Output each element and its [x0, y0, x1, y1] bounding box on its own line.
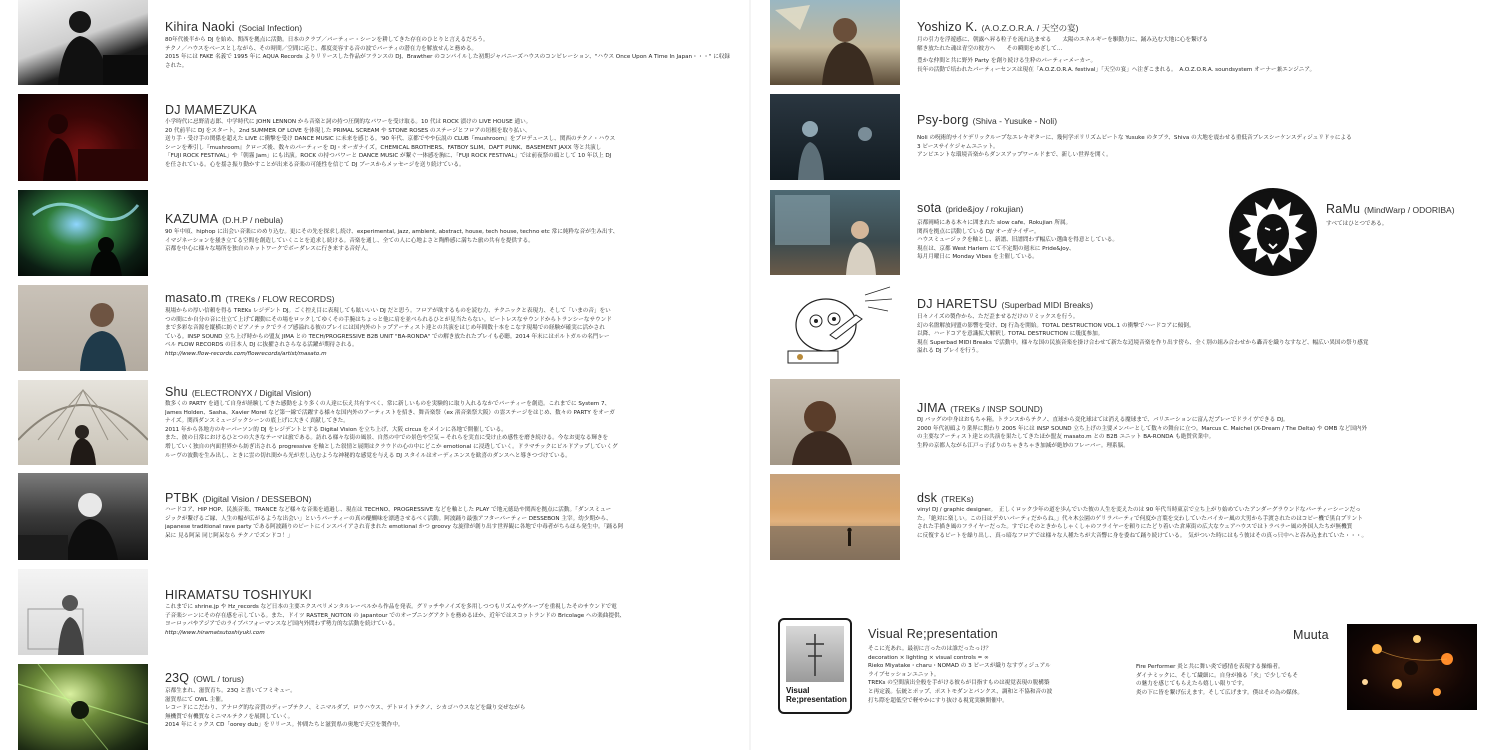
artist-bio	[917, 313, 1487, 363]
artist-bio	[917, 134, 1487, 164]
bio-line: 2000 年代初頭より業界に関わり 2005 年には INSP SOUND 立ち上げの主要メンバーとして数々の舞台に立つ。Marcus C. Maichel (X-Dream / The Delta) や OMB など国内外	[917, 425, 1368, 432]
artist-bio	[917, 506, 1487, 546]
artist-affiliation: (TREKs / FLOW RECORDS)	[225, 294, 335, 304]
bio-line: 小学時代に忌野清志郎、中学時代に JOHN LENNON から音楽と詞の持つ圧倒的なパワーを受け取る。10 代は ROCK 漬けの LIVE HOUSE 通い。	[165, 119, 532, 125]
bio-line: 無機質で有機質なミニマルテクノを展開していく。	[165, 713, 294, 720]
bio-line: 現在 Superbad MIDI Breaks で活動中。様々な国の民族音楽を掛け合わせて新たな辺境音楽を作り出す傍ら、全く別の組み合わせから轟音を織りなすなど、幅広い異国の祭り感覚	[917, 339, 1369, 346]
bio-line: 2014 年にミックス CD「oorey dub」をリリース。仲間たちと滋賀県の奥地で天空を製作中。	[165, 722, 404, 729]
artist-name: DJ HARETSU	[917, 297, 998, 311]
bio-line: 送り手・受け手の関係を超えた LIVE に衝撃を受け DANCE MUSIC に未来を感じる。'90 年代、京都でやや伝説の CLUB『mushroom』をプロデュースし、関西のテクノ・ハウス	[165, 136, 616, 143]
bio-line: 関西を拠点に活動している DJ/ オーガナイザー。	[917, 228, 1040, 235]
bio-line: ライブセッションユニット。	[868, 671, 940, 678]
bio-line: Rieko Miyatake・charu・NOMAD の 3 ピースが織りなすヴィジュアル	[868, 663, 1051, 670]
bio-line: そこに光あれ。最初に言ったのは誰だったっけ？	[868, 646, 992, 652]
artist-name: 23Q	[165, 671, 190, 685]
artist-photo	[18, 569, 148, 655]
bio-line: の魅力を感じてもらえたら嬉しい限りです。	[1136, 681, 1248, 688]
artist-url[interactable]: http://www.flow-records.com/flowrecords/artist/masato.m	[165, 350, 327, 357]
artist-affiliation: (ELECTRONYX / Digital Vision)	[191, 388, 312, 398]
bio-line: 子音楽シーンにその存在感を示している。また、ドイツ RASTER_NOTON の japantour でのオープニングアクトを務めるほか、近年ではスコットランドの Bricolage への楽曲提供、	[165, 612, 626, 619]
artist-affiliation: (Superbad MIDI Breaks)	[1001, 300, 1094, 310]
bio-line: 数多くの PARTY を通して自身が経験してきた感動をより多くの人達に伝え共有すべく、常に新しいものを実験的に取り入れるなかでパーティーを創造。これまでに System 7、	[165, 401, 611, 407]
artist-name: HIRAMATSU TOSHIYUKI	[165, 588, 312, 602]
bio-line: の主要なアーティスト達との共演を果たしてきたほか盟友 masato.m との B2B ユニット BA-RONDA も絶賛営業中。	[917, 434, 1215, 441]
artist-affiliation: (TREKs)	[941, 494, 974, 504]
artist-affiliation: (MindWarp / ODORIBA)	[1364, 205, 1455, 215]
artist-logo	[1229, 188, 1317, 276]
bio-line: 京都生まれ、滋賀育ち。23Q と書いてフミキュー。	[165, 688, 296, 694]
artist-name: RaMu	[1326, 202, 1361, 216]
artist-bio	[868, 645, 1133, 711]
artist-name: dsk	[917, 491, 938, 505]
bio-line: 長年の活動で培われたパーティーセンスは現在「A.O.Z.O.R.A. festival」「天空の宴」へ注ぎこまれる。 A.O.Z.O.R.A. soundsystem オーナー兼エンジニア。	[917, 66, 1316, 73]
bio-line: ハウスミュージックを軸とし、新譜、旧譜問わず幅広い選曲を得意としている。	[917, 237, 1118, 244]
artist-bio	[165, 307, 735, 367]
bio-line: アンビエントな環境音楽からダンスアップワールドまで、新しい世界を開く。	[917, 152, 1112, 159]
artist-bio	[165, 687, 735, 735]
artist-name: Muuta	[1293, 628, 1329, 642]
artist-affiliation: (A.O.Z.O.R.A. / 天空の宴)	[981, 23, 1079, 33]
artist-affiliation: (Social Infection)	[238, 23, 303, 33]
artist-affiliation: (D.H.P / nebula)	[222, 215, 284, 225]
bio-line: また、彼の日常におけるひとつの大きなテーマは旅である。訪れる様々な街の風景、自然の中での景色や空気 ─ それらを実直に受け止め感性を磨き続ける。今なお更なる輝きを	[165, 435, 609, 442]
bio-line: イマジネーションを掻き立てる空間を創造していくことを追求し続ける。音楽を通し、全ての人に心地よさと陶酔感に満ちた旅の共有を提供する。	[165, 237, 534, 244]
bio-line: japanese traditional rave party である阿波踊りのビートにインスパイアされ育まれた emotional かつ groovy な旋律が創り出す世界観に各地で中毒者がちらほら発生中。「踊る阿	[165, 524, 624, 531]
artist-bio	[165, 118, 735, 173]
logo-text: Re;presentation	[786, 695, 847, 704]
bio-line: ダイナミックに、そして繊細に。自身が操る「火」で少しでもそ	[1136, 672, 1298, 679]
bio-line: ベル FLOW RECORDS の日本人 DJ に抜擢されさらなる活躍が期待される。	[165, 342, 358, 349]
bio-line: を任されている。心を揺さ振り動かすことが出来る音楽の可能性を信じて DJ ブースからメッセージを送り続けている。	[165, 161, 465, 168]
bio-line: 炎の下に皆を繋げ伝えます。そして広げます。僕はその為の媒体。	[1136, 689, 1303, 696]
bio-line: James Holden、Sasha、Xavier Morel など第一線で活躍する様々な国内外のアーティストを招き、舞音楽祭（ex 渚音楽祭大阪）の霊ステージをはじめ、数々の PARTY をオーガ	[165, 409, 615, 416]
bio-line: レコードにこだわり、アナログ的な音質のディープテクノ、ミニマルダブ、ロウハウス、デトロイトテクノ、シカゴハウスなどを織り交ぜながら	[165, 705, 526, 712]
artist-bio	[1136, 663, 1341, 703]
artist-bio	[917, 36, 1487, 81]
bio-line: と再定義。伝統とポップ、ポストモダンとパンクス、調和と不協和音の波	[868, 688, 1053, 695]
artist-photo	[18, 473, 148, 560]
artist-photo	[18, 285, 148, 371]
bio-line: ヨーロッパやアジアでのライブパフォーマンスなど国内外問わず勢力的な活動を続けている。	[165, 621, 399, 628]
bio-line: 京都岡崎にある木々に囲まれた slow cafe、Rokujian 所属。	[917, 220, 1072, 226]
bio-line: ルーヴの波動を生み出し、ときに雲の切れ間から光が差し込むような神秘的な感覚を与える DJ スタイルはオーディエンスを歓喜のダンスへと導きつづけている。	[165, 452, 571, 459]
artist-bio	[917, 416, 1487, 456]
bio-line: 80年代後半から DJ を始め、関西を拠点に活動。日本のクラブ／パーティー・シーンを耕してきた存在のひとりと言えるだろう。	[165, 37, 489, 43]
artist-photo	[770, 190, 900, 275]
bio-line: に反復するビートを繰り出し、真っ暗なフロアでは様々な人種たちが大音響に身を委ねて踊り続けている。 気がついた時にはもう彼はその真っ只中へと吞み込まれていた・・・。	[917, 532, 1368, 539]
artist-name: Yoshizo K.	[917, 20, 978, 34]
artist-bio	[1326, 220, 1486, 232]
bio-line: つの間にか自分の音に仕立て上げて躍動にその場をロックしてゆくその手腕はちょっと他に肩を並べられるひとが見当たらない。ビートレスなサウンドからトランシーなサウンド	[165, 316, 612, 323]
artist-photo	[18, 0, 148, 85]
bio-line: 豊かな仲間と共に野外 Party を創り続ける生粋のパーティーメーカー。	[917, 58, 1097, 65]
artist-bio	[165, 36, 735, 86]
lion-icon	[1229, 188, 1317, 276]
artist-photo	[18, 94, 148, 181]
bio-line: 毎月月曜日に Monday Vibes を主催している。	[917, 254, 1038, 261]
bio-line: 2015 年には FAKE 名義で 1995 年に AQUA Records よりリリースした作品がフランスの DJ、Brawther のコンパイルした初期ジャパニーズハウスのコンピレーション、"ハウス Once Upon A Time In Japan・・・" に収録された。	[165, 54, 731, 69]
artist-name: Shu	[165, 385, 188, 399]
bio-line: 以降、ハードコアを意識拡大解釈し TOTAL DESTRUCTION に幾度参加。	[917, 331, 1104, 338]
artist-name: JIMA	[917, 401, 947, 415]
bio-line: すべてはひとつである。	[1326, 221, 1388, 227]
bio-line: 幻の名盤解放同盟の影響を受け、DJ 行為を開始。TOTAL DESTRUCTION VOL.1 の衝撃でハードコアに傾倒。	[917, 322, 1195, 329]
bio-line: 90 年中頃、hiphop に出会い音楽にのめり込む。更にその先を探求し続け、experimental, jazz, ambient, abstract, house, tech house, techno etc 常に純粋な音が生み出す、	[165, 229, 619, 235]
artist-name: sota	[917, 201, 942, 215]
artist-affiliation: (Digital Vision / DESSEBON)	[202, 494, 312, 504]
artist-bio	[165, 603, 735, 643]
artist-photo	[18, 380, 148, 465]
artist-photo	[770, 94, 900, 180]
bio-line: DJ バッグの中身はおもちゃ箱。トランスからテクノ、直球から変化球はては消える魔球まで、バリエーションに富んだプレーでドライヴできる DJ。	[917, 417, 1289, 423]
artist-name: Kihira Naoki	[165, 20, 235, 34]
artist-url[interactable]: http://www.hiramatsutoshiyuki.com	[165, 629, 265, 636]
bio-line: 現場からの厚い信頼を得る TREKs レジデント DJ。ごく控え目に表現しても眩いいい DJ だと思う。フロアが欲するものを読む力、テクニックと表現力、そして「いまの音」をい	[165, 308, 611, 314]
artist-photo	[18, 190, 148, 276]
artist-affiliation: (TREKs / INSP SOUND)	[950, 404, 1043, 414]
artist-affiliation: (pride&joy / rokujian)	[945, 204, 1024, 214]
bio-line: テクノ／ハウスをベースとしながら、その時間／空間に応じ、都度変容する音の波でパーティの潜在力を解放せんと務める。	[165, 45, 478, 52]
bio-line: ジックが繋げるご縁、人生の幅が広がるような出会い」というパーティーの真の醍醐味を漂透させるべく活動。阿波踊り最強アフターパーティー DESSEBON 主宰。幼少期から、	[165, 515, 612, 522]
bio-line: 生粋の京都人ながら江戸っ子ばりのちゃきちゃき加減が絶妙のフレーバー。理系脳。	[917, 442, 1129, 449]
bio-line: vinyl DJ / graphic designer。 正しくロック少年の道を歩んでいた彼の人生を変えたのは 90 年代当時東京で立ち上がり始めていたアンダーグラウンドなパーティーシーンだっ	[917, 507, 1361, 513]
bio-line: 2011 年から各地方のキーパーソン的 DJ をレジデントとする Digital Vision を立ち上げ、大阪 circus をメインに各地で開催している。	[165, 426, 507, 433]
artist-name: Visual Re;presentation	[868, 627, 998, 641]
bio-line: シーンを牽引し『mushroom』クローズ後、数々のパーティーを DJ・オーガナイズ。CHEMICAL BROTHERS、FATBOY SLIM、DAFT PUNK、BASEMENT JAXX 等と共演し	[165, 144, 602, 151]
bio-line: 「FUJI ROCK FESTIVAL」や「朝霧 Jam」にも出演。ROCK の持つパワーと DANCE MUSIC が繋ぐ一体感を胸に、「FUJI ROCK FESTIVAL」では前夜祭の頭として 10 年以上 DJ	[165, 153, 612, 160]
bio-line: ハードコア、HIP HOP、民族音楽、TRANCE など様々な音楽を通過し、現在は TECHNO、PROGRESSIVE などを軸とした PLAY で地元徳島や関西を拠点に活動。「ダンスミュー	[165, 507, 612, 513]
bio-line: 日々ノイズの製作から、ただ歪ませるだけのリミックスを行う。	[917, 314, 1079, 320]
artist-bio	[165, 506, 735, 546]
artist-name: masato.m	[165, 291, 222, 305]
artist-photo	[770, 0, 900, 85]
bio-line: 滋賀県にて OWL 主催。	[165, 696, 227, 703]
bio-line: 現在は、京都 West Harlem にて不定期の週末に Pride&Joy、	[917, 245, 1075, 252]
artist-name: Psy-borg	[917, 113, 969, 127]
artist-photo	[770, 474, 900, 560]
artist-name: PTBK	[165, 491, 199, 505]
artist-bio	[165, 228, 735, 258]
bio-line: 月の引力を浮遊感に、朝露へ昇る粒子を流れ込ませる 太陽のエネルギーを駆動力に、踊み込む大地に心を繋げる	[917, 37, 1208, 43]
bio-line: Noli の呪術的サイケデリックループなエレキギターに、幾何学ポリリズムビートな Yusuke のタブラ、Shiva の大地を震わせる重低音ブレスシーケンスディジュリドゥによる	[917, 135, 1352, 141]
artist-name: KAZUMA	[165, 212, 219, 226]
artist-affiliation: (Shiva - Yusuke - Noli)	[972, 116, 1058, 126]
bio-line: TREKs の空間演出全般を手がける彼らが目指すものは視覚表現の脱構築	[868, 680, 1050, 687]
center-fold	[749, 0, 751, 750]
artist-photo	[18, 664, 148, 750]
artist-name: DJ MAMEZUKA	[165, 103, 257, 117]
artist-bio	[165, 400, 735, 464]
logo-image	[786, 626, 844, 682]
bio-line: 解き放たれた魂は青空の彼方へ その瞬間をめざして…	[917, 45, 1063, 52]
bio-line: Fire Performer 炎と共に舞い炎で感情を表現する操焔者。	[1136, 664, 1284, 670]
visual-representation-logo	[778, 618, 852, 714]
artist-photo	[770, 379, 900, 465]
bio-line: 京都を中心に様々な場所を独自のネットワークでボーダレスに行き来する音好人。	[165, 246, 372, 253]
bio-line: ている。INSP SOUND 立ち上げ時からの盟友 JIMA との TECH/PROGRESSIVE B2B UNIT "BA-RONDA" での解き放たれたプレイも必聴。2014 年末にはポルトガルの名門レー	[165, 333, 610, 340]
bio-line: 打ち際を超低空で軽やかにすり抜ける視覚実験開催中。	[868, 697, 1008, 704]
artist-photo	[1347, 624, 1477, 710]
bio-line: まで多彩な音源を縦横に紡ぐピアノテックでライブ感溢れる彼のプレイには国内外のトップアーティスト達との共演をはじめ年間数十本をこなす現場での経験が確実に活かされ	[165, 325, 605, 332]
artist-bio	[917, 219, 1217, 265]
bio-line: これまでに shrine.jp や Hz_records など日本の主要エクスペリメンタルレーベルから作品を発表。グリッチやノイズを多用しつつもリズムやグルーブを重視したそのサウンドで電	[165, 604, 617, 610]
artist-affiliation: (OWL / torus)	[193, 674, 244, 684]
bio-line: decoration × lighting × visual controls = ∞	[868, 654, 989, 661]
artist-illustration	[770, 285, 900, 370]
bio-line: された手描き風のフライヤーだった。すでにそのときからしゃくしゃのフライヤーを頼りにたどり着いた倉庫街の広大なウェアハウスではトラベラー風の外国人たちが無機質	[917, 524, 1353, 531]
bio-line: 3 ピースサイケジャムユニット。	[917, 143, 999, 150]
logo-text: Visual	[786, 686, 810, 695]
bio-line: 呆に 見る阿呆 同じ阿呆なら テクノでズンドコ！」	[165, 532, 294, 539]
bio-line: 増していく独自の内面世界から紡ぎ出される progressive を軸とした叙情と展開はクラウドの心の中にどこか emotional に浸透していく。ドラマチックにビルドアップしていくグ	[165, 443, 618, 450]
bio-line: 20 代前半に DJ をスタート。2nd SUMMER OF LOVE を体現した PRIMAL SCREAM や STONE ROSES のステージとフロアの垣根を取り払い、	[165, 127, 531, 134]
bio-line: た。「絶対に楽しい。この日はデカいパーティだからね。」代々木公園のゲリラパーティで何度か言葉を交わしていたバイカー風の大男から手渡されたのはコピー機で黒白プリント	[917, 515, 1363, 522]
bio-line: ナイズ。関西ダンスミュージックシーンの底上げに大きく貢献してきた。	[165, 418, 349, 425]
bio-line: 溢れる DJ プレイを行う。	[917, 348, 982, 355]
